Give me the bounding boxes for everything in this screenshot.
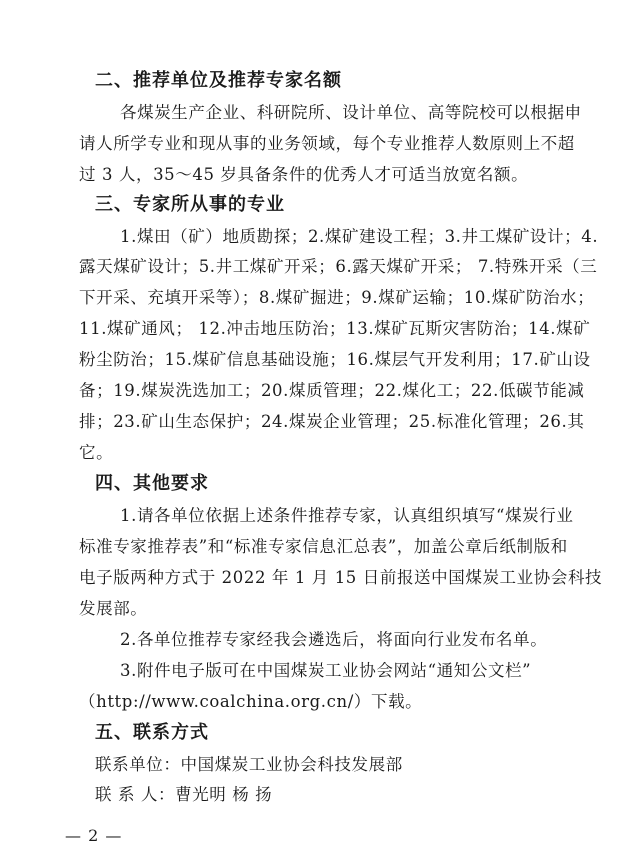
paragraph-line: 它。 (79, 443, 114, 462)
section-heading-other-requirements: 四、其他要求 (95, 473, 209, 494)
paragraph-line: 11.煤矿通风； 12.冲击地压防治；13.煤矿瓦斯灾害防治；14.煤矿 (79, 319, 591, 338)
contact-unit: 联系单位：中国煤炭工业协会科技发展部 (95, 755, 403, 774)
paragraph-line: 过 3 人，35～45 岁具备条件的优秀人才可适当放宽名额。 (79, 165, 529, 184)
paragraph-line: 1.请各单位依据上述条件推荐专家，认真组织填写“煤炭行业 (120, 506, 574, 525)
paragraph-line: 各煤炭生产企业、科研院所、设计单位、高等院校可以根据申 (120, 103, 582, 122)
page-number: — 2 — (65, 826, 123, 845)
section-heading-contact: 五、联系方式 (95, 722, 209, 743)
paragraph-line: 排；23.矿山生态保护；24.煤炭企业管理；25.标准化管理；26.其 (79, 412, 585, 431)
paragraph-line: 电子版两种方式于 2022 年 1 月 15 日前报送中国煤炭工业协会科技 (79, 568, 603, 587)
contact-persons: 联 系 人：曹光明 杨 扬 (95, 785, 273, 804)
paragraph-line: 标准专家推荐表”和“标准专家信息汇总表”，加盖公章后纸制版和 (79, 537, 568, 556)
paragraph-line-url: （http://www.coalchina.org.cn/）下载。 (79, 692, 423, 711)
paragraph-line: 3.附件电子版可在中国煤炭工业协会网站“通知公文栏” (120, 661, 532, 680)
paragraph-line: 请人所学专业和现从事的业务领域，每个专业推荐人数原则上不超 (79, 134, 575, 153)
paragraph-line: 下开采、充填开采等）；8.煤矿掘进；9.煤矿运输；10.煤矿防治水； (79, 288, 595, 307)
section-heading-recommendation: 二、推荐单位及推荐专家名额 (95, 70, 342, 91)
paragraph-line: 粉尘防治；15.煤矿信息基础设施；16.煤层气开发利用；17.矿山设 (79, 350, 591, 369)
paragraph-line: 1.煤田（矿）地质勘探；2.煤矿建设工程；3.井工煤矿设计；4. (120, 227, 599, 246)
paragraph-line: 备；19.煤炭洗选加工；20.煤质管理；22.煤化工；22.低碳节能减 (79, 381, 585, 400)
section-heading-specialties: 三、专家所从事的专业 (95, 194, 285, 215)
paragraph-line: 发展部。 (79, 599, 148, 618)
paragraph-line: 露天煤矿设计；5.井工煤矿开采；6.露天煤矿开采； 7.特殊开采（三 (79, 257, 598, 276)
paragraph-line: 2.各单位推荐专家经我会遴选后，将面向行业发布名单。 (120, 630, 548, 649)
